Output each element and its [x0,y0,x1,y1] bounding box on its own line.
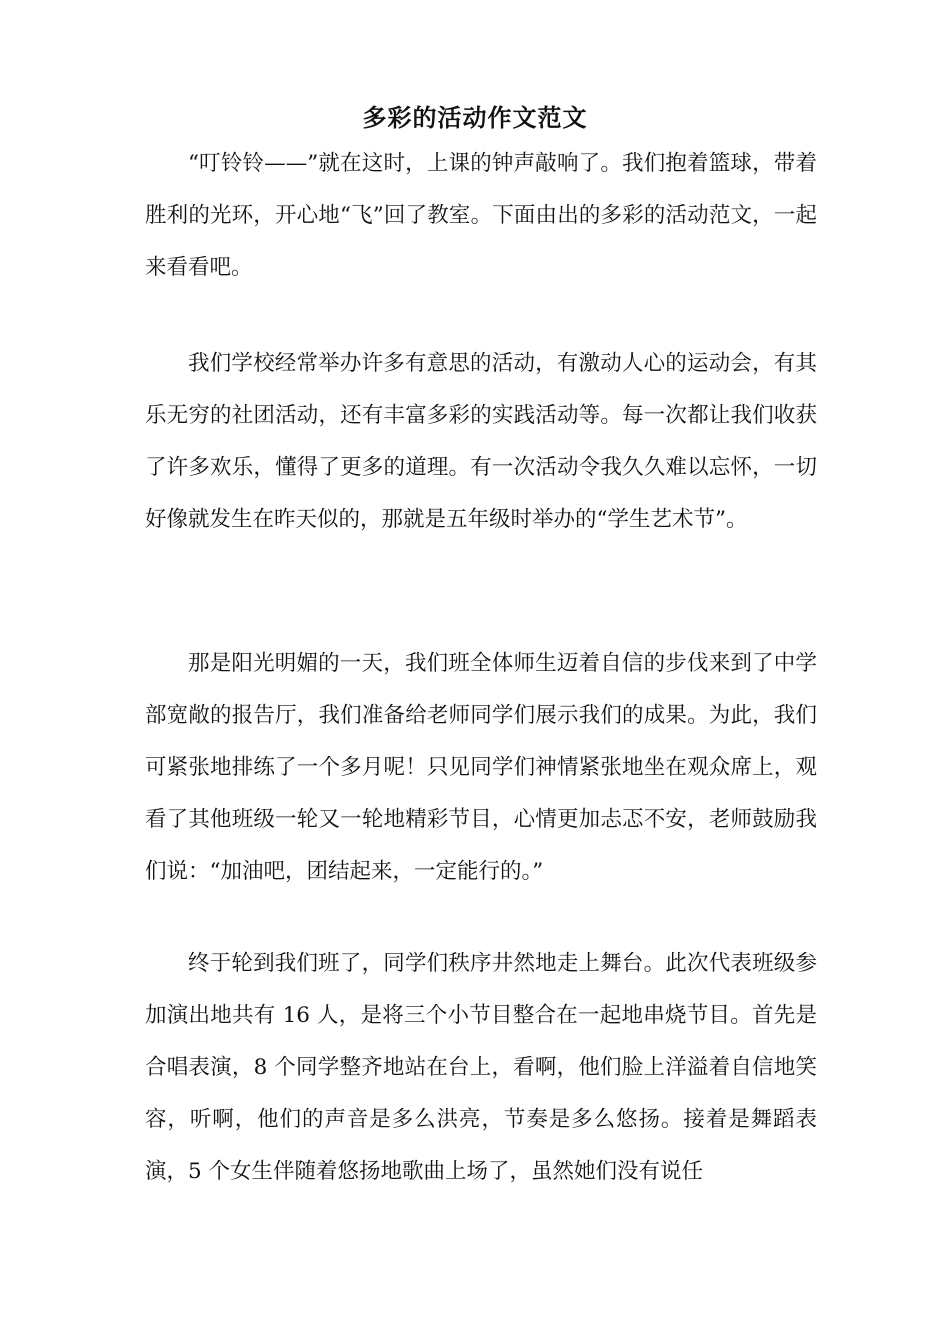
document-title: 多彩的活动作文范文 [362,103,588,132]
paragraph-performance: 终于轮到我们班了，同学们秩序井然地走上舞台。此次代表班级参加演出地共有 16 人，是将三个小节目整合在一起地串烧节目。首先是合唱表演，8 个同学整齐地站在台上，看啊，他们脸上洋溢着自信地笑容，听啊，他们的声音是多么洪亮，节奏是多么悠扬。接着是舞蹈表演，5 个女生伴随着悠扬地歌曲上场了，虽然她们没有说任 [145,951,817,1184]
paragraph-school-activities: 我们学校经常举办许多有意思的活动，有激动人心的运动会，有其乐无穷的社团活动，还有丰富多彩的实践活动等。每一次都让我们收获了许多欢乐，懂得了更多的道理。有一次活动令我久久难以忘怀，一切好像就发生在昨天似的，那就是五年级时举办的“学生艺术节”。 [145,351,817,532]
paragraph-art-festival-day: 那是阳光明媚的一天，我们班全体师生迈着自信的步伐来到了中学部宽敞的报告厅，我们准备给老师同学们展示我们的成果。为此，我们可紧张地排练了一个多月呢！只见同学们神情紧张地坐在观众席上，观看了其他班级一轮又一轮地精彩节目，心情更加忐忑不安，老师鼓励我们说：“加油吧，团结起来，一定能行的。” [145,651,817,884]
paragraph-intro: “叮铃铃——”就在这时，上课的钟声敲响了。我们抱着篮球，带着胜利的光环，开心地“飞”回了教室。下面由出的多彩的活动范文，一起来看看吧。 [145,151,817,280]
